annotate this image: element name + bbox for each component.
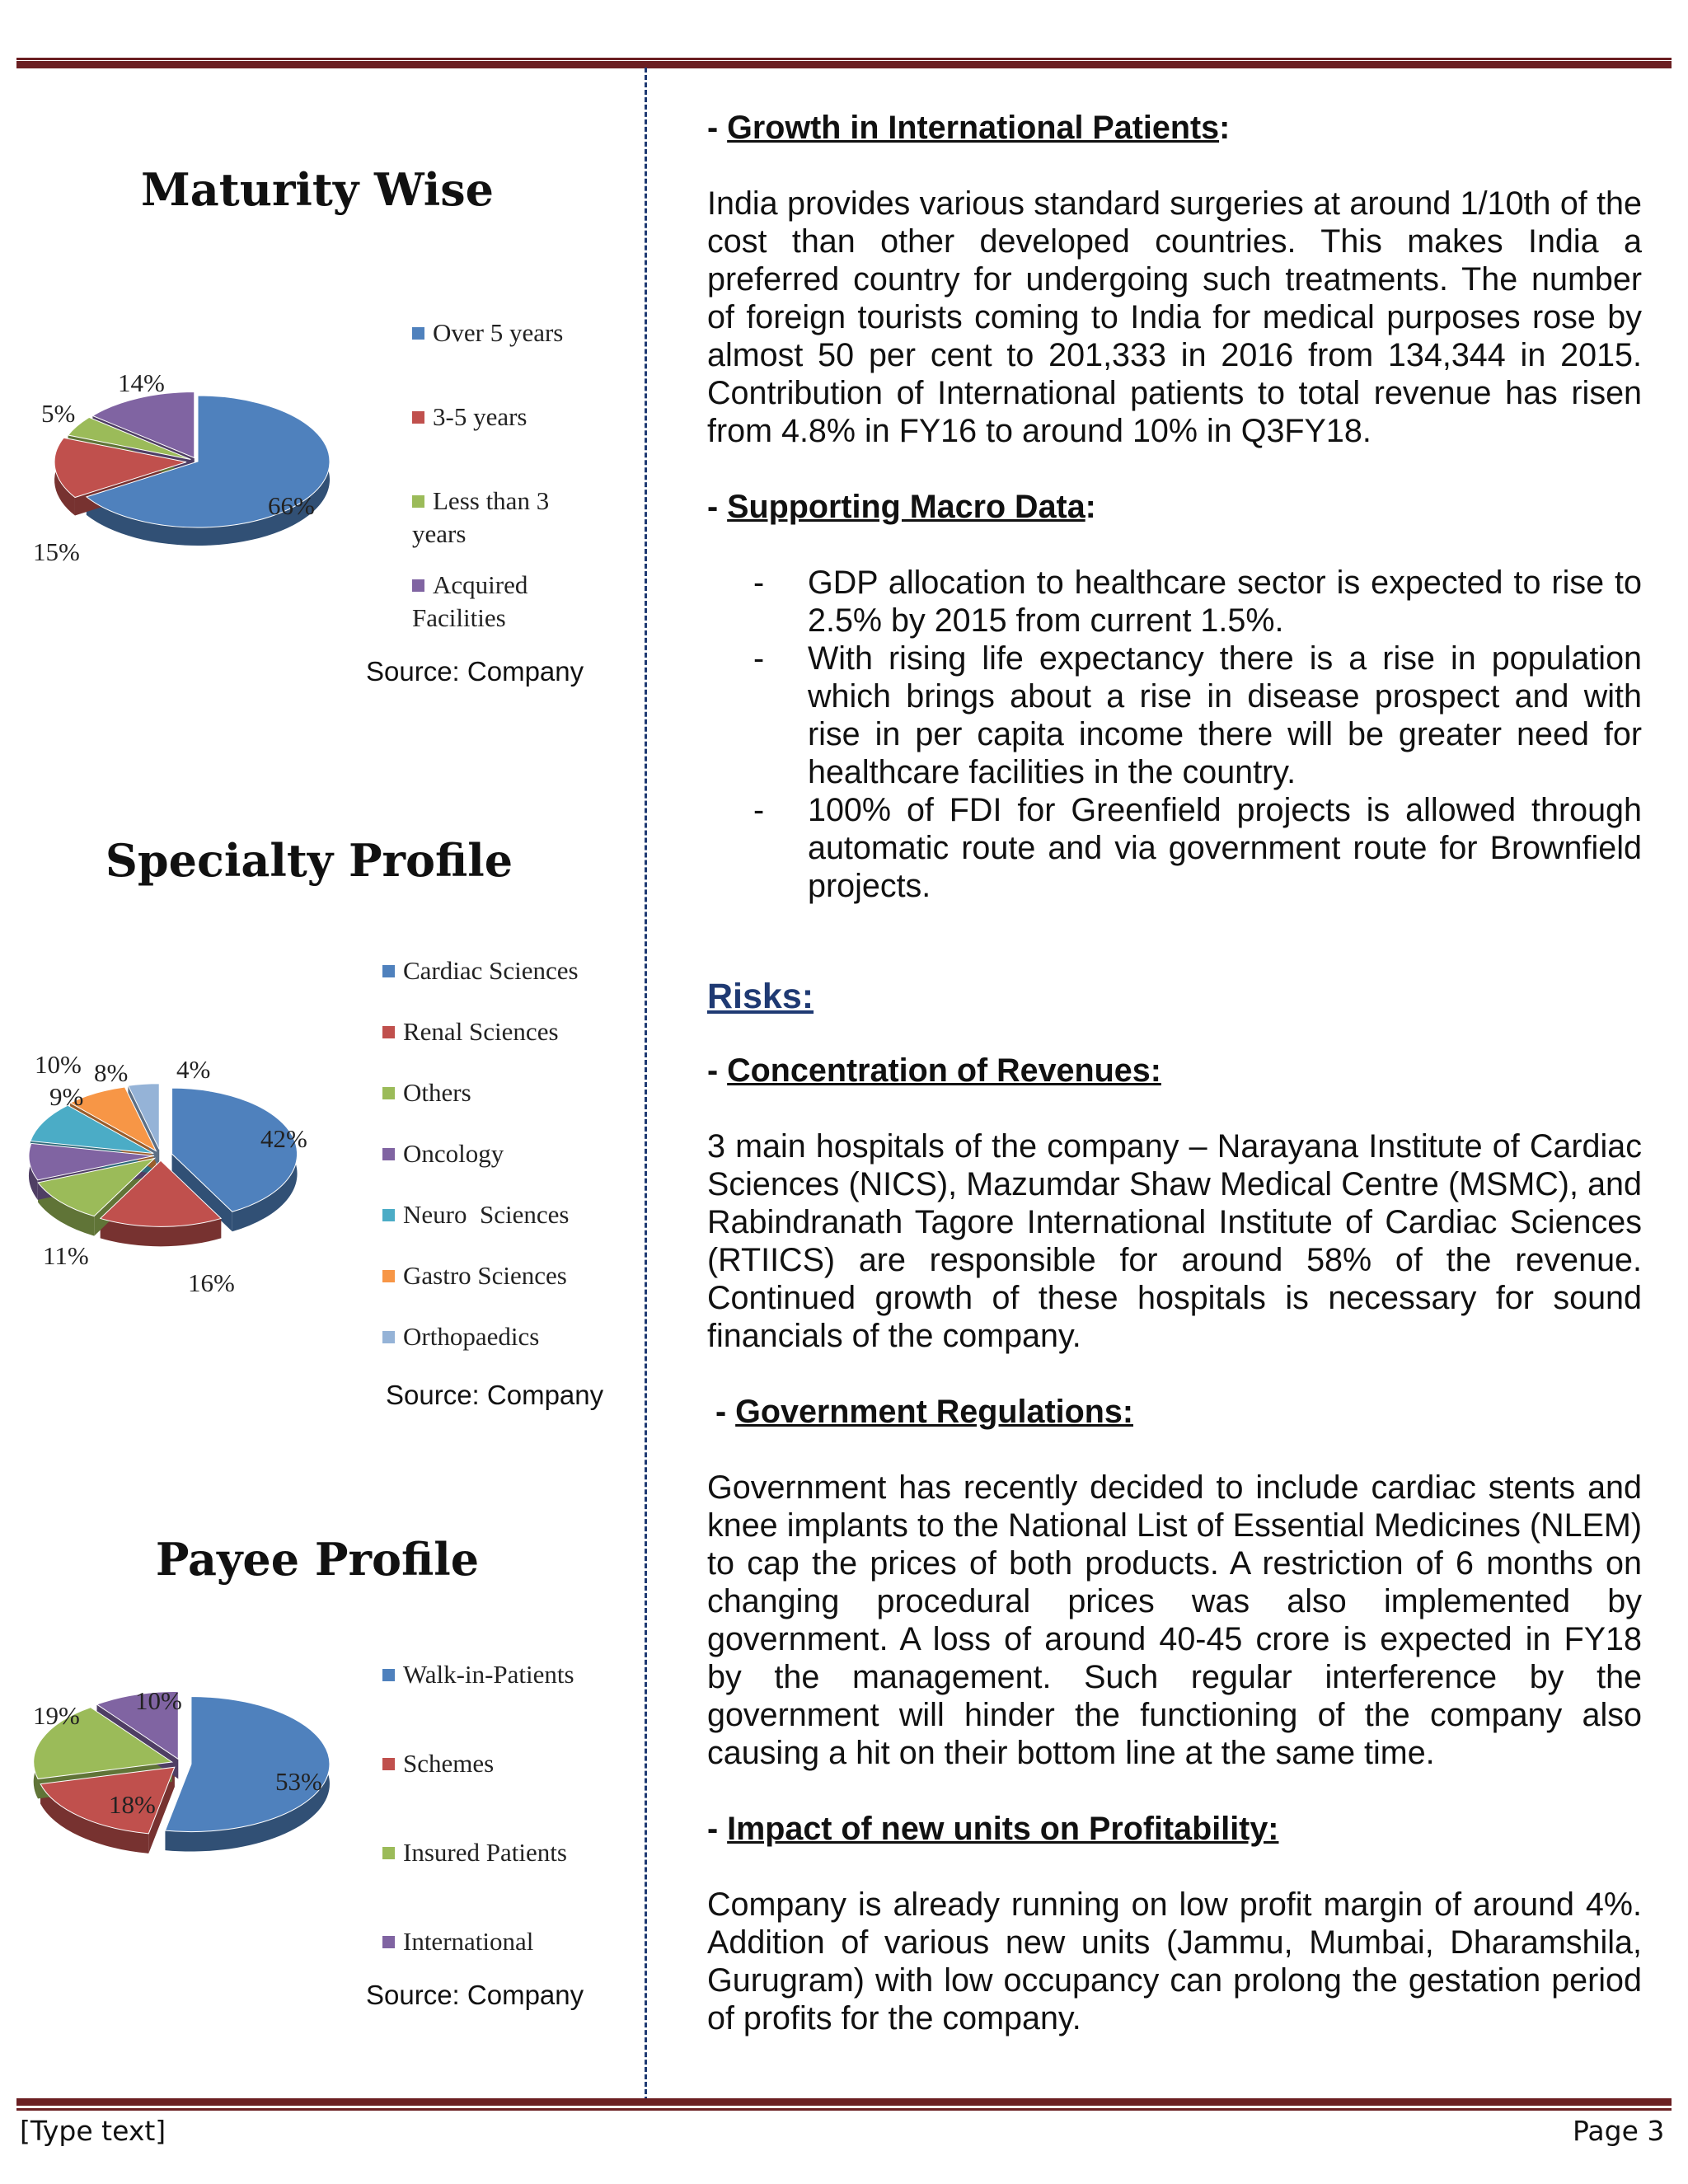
- legend-label: Insured Patients: [403, 1838, 567, 1867]
- heading-concentration: [707, 1052, 1642, 1090]
- legend-label: International: [403, 1927, 534, 1956]
- risks-heading: Risks:: [707, 977, 814, 1016]
- source-specialty: Source: Company: [386, 1380, 604, 1410]
- legend-label: Walk-in-Patients: [403, 1660, 574, 1689]
- data-label-16: 16%: [188, 1268, 235, 1297]
- column-divider: [645, 68, 647, 2102]
- heading-text: Government Regulations:: [735, 1394, 1133, 1430]
- legend-label: Others: [403, 1078, 471, 1107]
- heading-text: Impact of new units on Profitability:: [727, 1811, 1279, 1847]
- legend-item-cardiac: [382, 954, 597, 987]
- legend-item-over-5-years: [412, 316, 626, 349]
- chart-title-specialty: Specialty Profile: [105, 834, 513, 887]
- legend-item-neuro: [382, 1198, 597, 1231]
- heading-dash: -: [707, 1052, 728, 1089]
- data-label-4: 4%: [176, 1055, 211, 1084]
- legend-label: Oncology: [403, 1139, 504, 1168]
- legend-item-less-than-3: [412, 485, 569, 551]
- data-label-18: 18%: [109, 1790, 156, 1819]
- footer-rule-thin: [16, 2108, 1672, 2111]
- list-item: [707, 791, 1642, 905]
- legend-label: Neuro Sciences: [403, 1200, 570, 1229]
- data-label-9: 9%: [49, 1082, 84, 1111]
- legend-swatch: [412, 495, 424, 508]
- footer-left-text: [Type text]: [20, 2115, 166, 2147]
- pie-chart-maturity: [0, 354, 396, 602]
- list-item: [707, 564, 1642, 640]
- legend-label: Gastro Sciences: [403, 1261, 567, 1290]
- legend-swatch: [382, 1669, 395, 1681]
- heading-impact: [707, 1810, 1642, 1848]
- heading-macro-data: [707, 488, 1642, 526]
- legend-item-insured: [382, 1836, 597, 1869]
- macro-bullet-list: [707, 564, 1642, 905]
- header-rule-thin: [16, 58, 1672, 60]
- source-payee: Source: Company: [366, 1980, 584, 2010]
- legend-swatch: [382, 1209, 395, 1221]
- bullet-dash: -: [753, 792, 765, 828]
- data-label-5: 5%: [41, 399, 76, 428]
- footer-rule-thick: [16, 2098, 1672, 2106]
- heading-dash: -: [707, 1811, 728, 1847]
- data-label-14: 14%: [118, 368, 165, 397]
- legend-label: Schemes: [403, 1749, 495, 1778]
- legend-item-oncology: [382, 1137, 597, 1170]
- data-label-11: 11%: [43, 1241, 89, 1270]
- legend-item-schemes: [382, 1747, 597, 1780]
- heading-dash: -: [707, 110, 728, 146]
- legend-swatch: [382, 1026, 395, 1038]
- legend-swatch: [382, 965, 395, 977]
- data-label-53: 53%: [275, 1767, 322, 1796]
- text-column: [707, 109, 1642, 2037]
- legend-swatch: [382, 1936, 395, 1948]
- legend-swatch: [382, 1270, 395, 1282]
- chart-title-maturity: Maturity Wise: [140, 163, 495, 216]
- legend-label: Acquired Facilities: [412, 570, 528, 632]
- legend-label: Orthopaedics: [403, 1322, 540, 1351]
- bullet-text: 100% of FDI for Greenfield projects is allowed through automatic route and via government route for Brownfield projects.: [808, 792, 1642, 904]
- legend-item-others: [382, 1076, 597, 1109]
- heading-dash: -: [715, 1394, 736, 1430]
- legend-item-3-5-years: [412, 401, 626, 434]
- heading-text: Growth in International Patients: [727, 110, 1220, 146]
- list-item: [707, 640, 1642, 791]
- heading-colon: :: [1085, 489, 1096, 525]
- paragraph-government: Government has recently decided to include cardiac stents and knee implants to the National List of Essential Medicines (NLEM) to cap the prices of both products. A restriction of 6 months on changing procedural prices was also implemented by government. A loss of around 40-45 crore is expected in FY18 by the management. Such regular interference by the government will hinder the functioning of the company also causing a hit on their bottom line at the same time.: [707, 1469, 1642, 1771]
- source-maturity: Source: Company: [366, 656, 584, 687]
- heading-colon: :: [1219, 110, 1231, 146]
- paragraph-international-patients: India provides various standard surgeries at around 1/10th of the cost than other developed countries. This makes India a preferred country for undergoing such treatments. The number of foreign tourists coming to India for medical purposes rose by almost 50 per cent to 201,333 in 2016 from 134,344 in 2015. Contribution of International patients to total revenue has risen from 4.8% in FY16 to around 10% in Q3FY18.: [707, 185, 1642, 449]
- chart-title-payee: Payee Profile: [155, 1533, 480, 1586]
- bullet-dash: -: [753, 640, 765, 677]
- legend-label: Over 5 years: [433, 318, 564, 347]
- data-label-8: 8%: [94, 1058, 129, 1087]
- legend-label: 3-5 years: [433, 402, 528, 431]
- legend-swatch: [382, 1758, 395, 1770]
- legend-swatch: [412, 327, 424, 340]
- page-number: Page 3: [1573, 2115, 1665, 2147]
- heading-dash: -: [707, 489, 728, 525]
- legend-item-renal: [382, 1015, 597, 1048]
- pie-chart-specialty: [0, 1038, 387, 1310]
- data-label-19: 19%: [33, 1701, 80, 1730]
- legend-label: Cardiac Sciences: [403, 956, 579, 985]
- legend-item-acquired: [412, 569, 569, 635]
- legend-label: Less than 3 years: [412, 486, 550, 548]
- legend-swatch: [382, 1148, 395, 1160]
- heading-international-patients: [707, 109, 1642, 147]
- legend-swatch: [412, 411, 424, 424]
- legend-swatch: [382, 1847, 395, 1859]
- legend-item-international: [382, 1925, 597, 1958]
- legend-label: Renal Sciences: [403, 1017, 559, 1046]
- header-rule-thick: [16, 61, 1672, 68]
- legend-item-ortho: [382, 1320, 597, 1353]
- legend-swatch: [412, 579, 424, 592]
- paragraph-concentration: 3 main hospitals of the company – Narayana Institute of Cardiac Sciences (NICS), Mazumdar Shaw Medical Centre (MSMC), and Rabindranath Tagore International Institute of Cardiac Sciences (RTIICS) are responsible for around 58% of the revenue. Continued growth of these hospitals is necessary for sound financials of the company.: [707, 1128, 1642, 1354]
- legend-item-walk-in: [382, 1658, 597, 1691]
- data-label-10: 10%: [35, 1050, 82, 1079]
- pie-chart-payee: [0, 1665, 387, 1912]
- pie-slices-maturity: [54, 391, 330, 546]
- heading-text: Concentration of Revenues:: [727, 1052, 1161, 1089]
- legend-item-gastro: [382, 1259, 597, 1292]
- data-label-42: 42%: [260, 1124, 307, 1153]
- bullet-dash: -: [753, 565, 765, 601]
- data-label-10b: 10%: [135, 1686, 182, 1715]
- paragraph-impact: Company is already running on low profit margin of around 4%. Addition of various new units (Jammu, Mumbai, Dharamshila, Gurugram) with low occupancy can prolong the gestation period of profits for the company.: [707, 1886, 1642, 2036]
- legend-swatch: [382, 1331, 395, 1343]
- heading-text: Supporting Macro Data: [727, 489, 1085, 525]
- bullet-text: GDP allocation to healthcare sector is expected to rise to 2.5% by 2015 from current 1.5%.: [808, 565, 1642, 639]
- data-label-66: 66%: [268, 491, 315, 520]
- data-label-15: 15%: [33, 537, 80, 566]
- heading-government: [707, 1393, 1642, 1431]
- legend-swatch: [382, 1087, 395, 1099]
- bullet-text: With rising life expectancy there is a rise in population which brings about a rise in disease prospect and with rise in per capita income there will be greater need for healthcare facilities in the country.: [808, 640, 1642, 790]
